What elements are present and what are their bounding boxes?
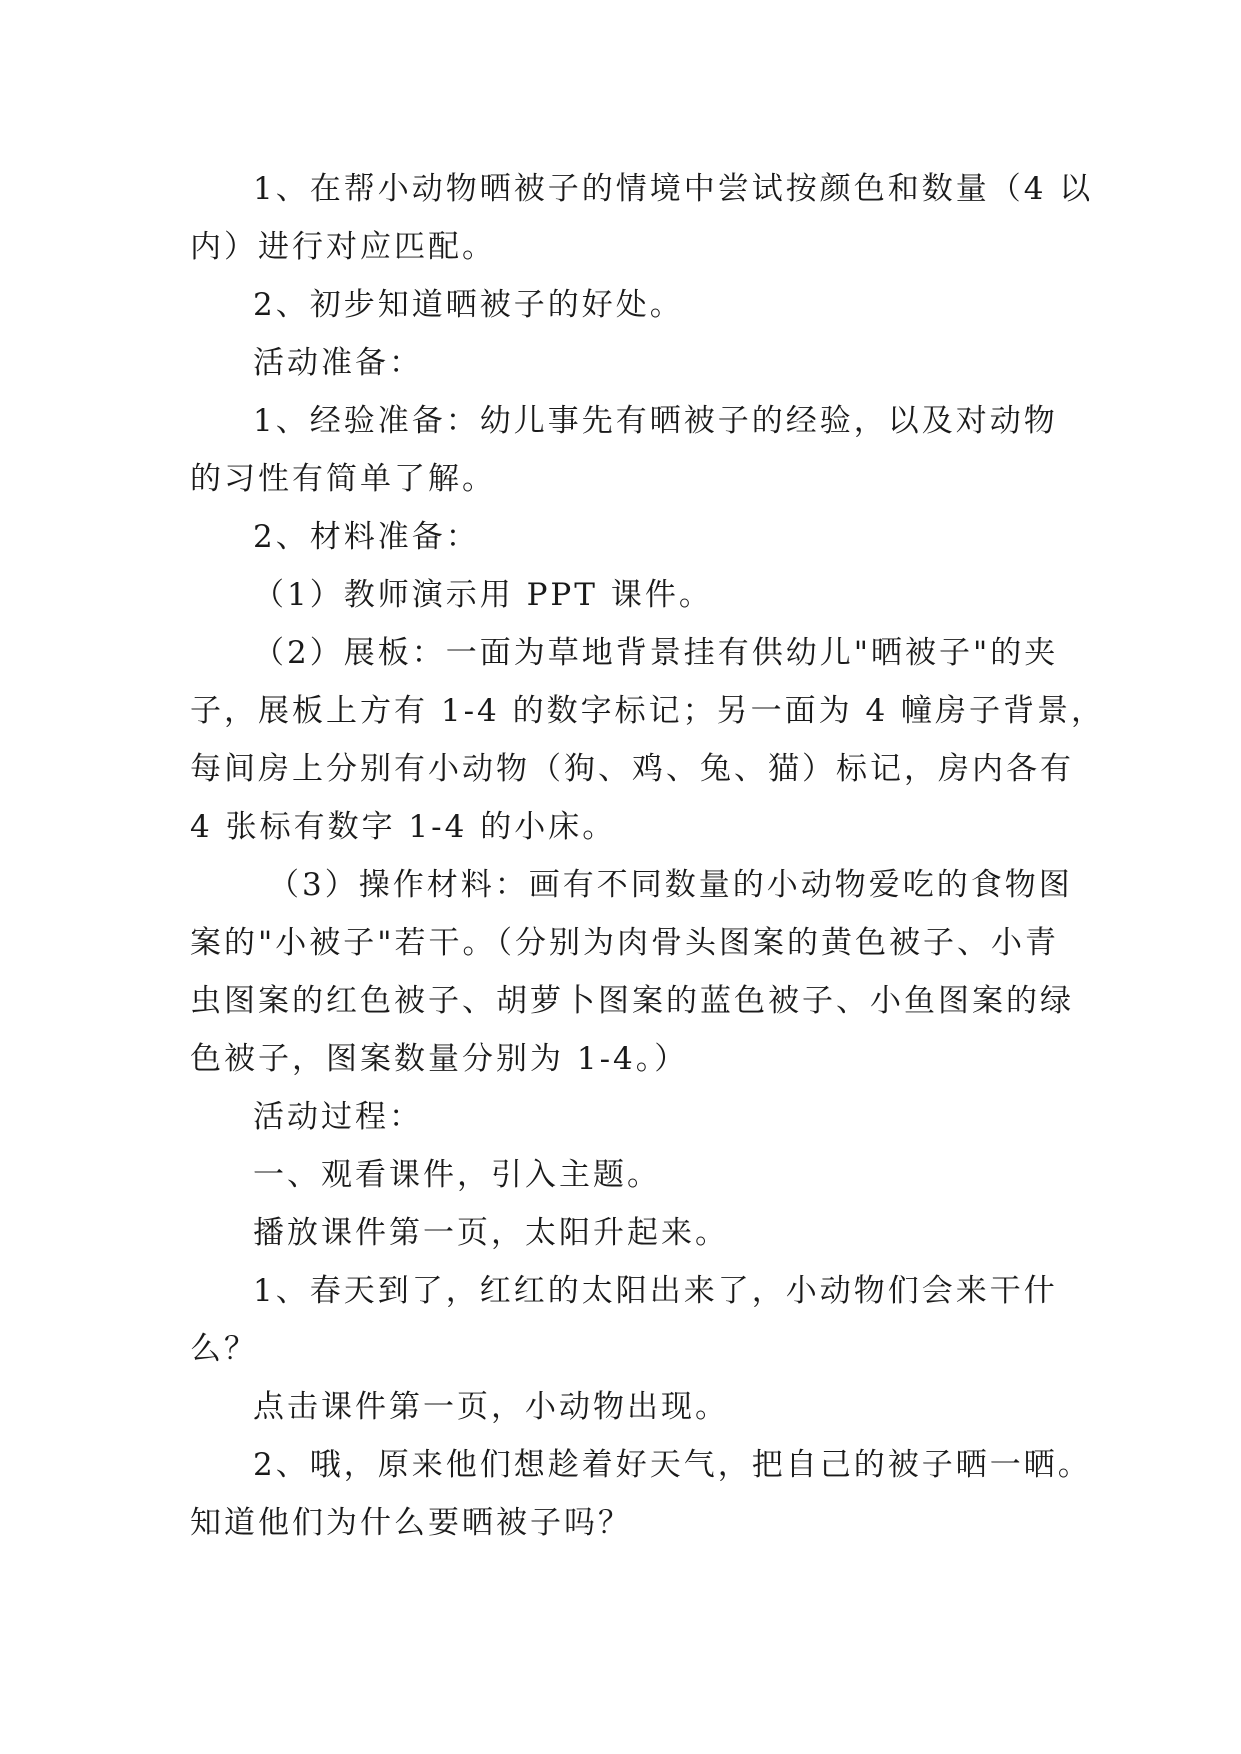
- text-line: 一、观看课件，引入主题。: [253, 1157, 661, 1193]
- text-line: 4 张标有数字 1-4 的小床。: [190, 809, 617, 845]
- text-line: 案的"小被子"若干。（分别为肉骨头图案的黄色被子、小青: [190, 925, 1060, 961]
- text-line: 内）进行对应匹配。: [190, 229, 496, 265]
- section-heading: 活动准备：: [253, 345, 423, 381]
- text-line: 1、在帮小动物晒被子的情境中尝试按颜色和数量（4 以: [253, 171, 1094, 207]
- document-body: [190, 160, 1106, 1552]
- text-line: 色被子，图案数量分别为 1-4。）: [190, 1041, 689, 1077]
- text-line: 1、经验准备：幼儿事先有晒被子的经验，以及对动物: [253, 403, 1058, 439]
- text-line: 点击课件第一页，小动物出现。: [253, 1389, 729, 1425]
- text-line: 么？: [190, 1331, 258, 1367]
- text-line: 子，展板上方有 1-4 的数字标记；另一面为 4 幢房子背景，: [190, 693, 1106, 729]
- text-line: 的习性有简单了解。: [190, 461, 496, 497]
- text-line: 虫图案的红色被子、胡萝卜图案的蓝色被子、小鱼图案的绿: [190, 983, 1074, 1019]
- text-line: 知道他们为什么要晒被子吗？: [190, 1505, 632, 1541]
- text-line: 2、初步知道晒被子的好处。: [253, 287, 684, 323]
- text-line: 2、哦，原来他们想趁着好天气，把自己的被子晒一晒。: [253, 1447, 1092, 1483]
- text-line: 1、春天到了，红红的太阳出来了，小动物们会来干什: [253, 1273, 1058, 1309]
- section-heading: 活动过程：: [253, 1099, 423, 1135]
- text-line: （2）展板：一面为草地背景挂有供幼儿"晒被子"的夹: [253, 635, 1059, 671]
- text-line: 每间房上分别有小动物（狗、鸡、兔、猫）标记，房内各有: [190, 751, 1074, 787]
- text-line: 播放课件第一页，太阳升起来。: [253, 1215, 729, 1251]
- text-line: 2、材料准备：: [253, 519, 480, 555]
- text-line: （1）教师演示用 PPT 课件。: [253, 577, 713, 613]
- text-line: （3）操作材料：画有不同数量的小动物爱吃的食物图: [268, 867, 1073, 903]
